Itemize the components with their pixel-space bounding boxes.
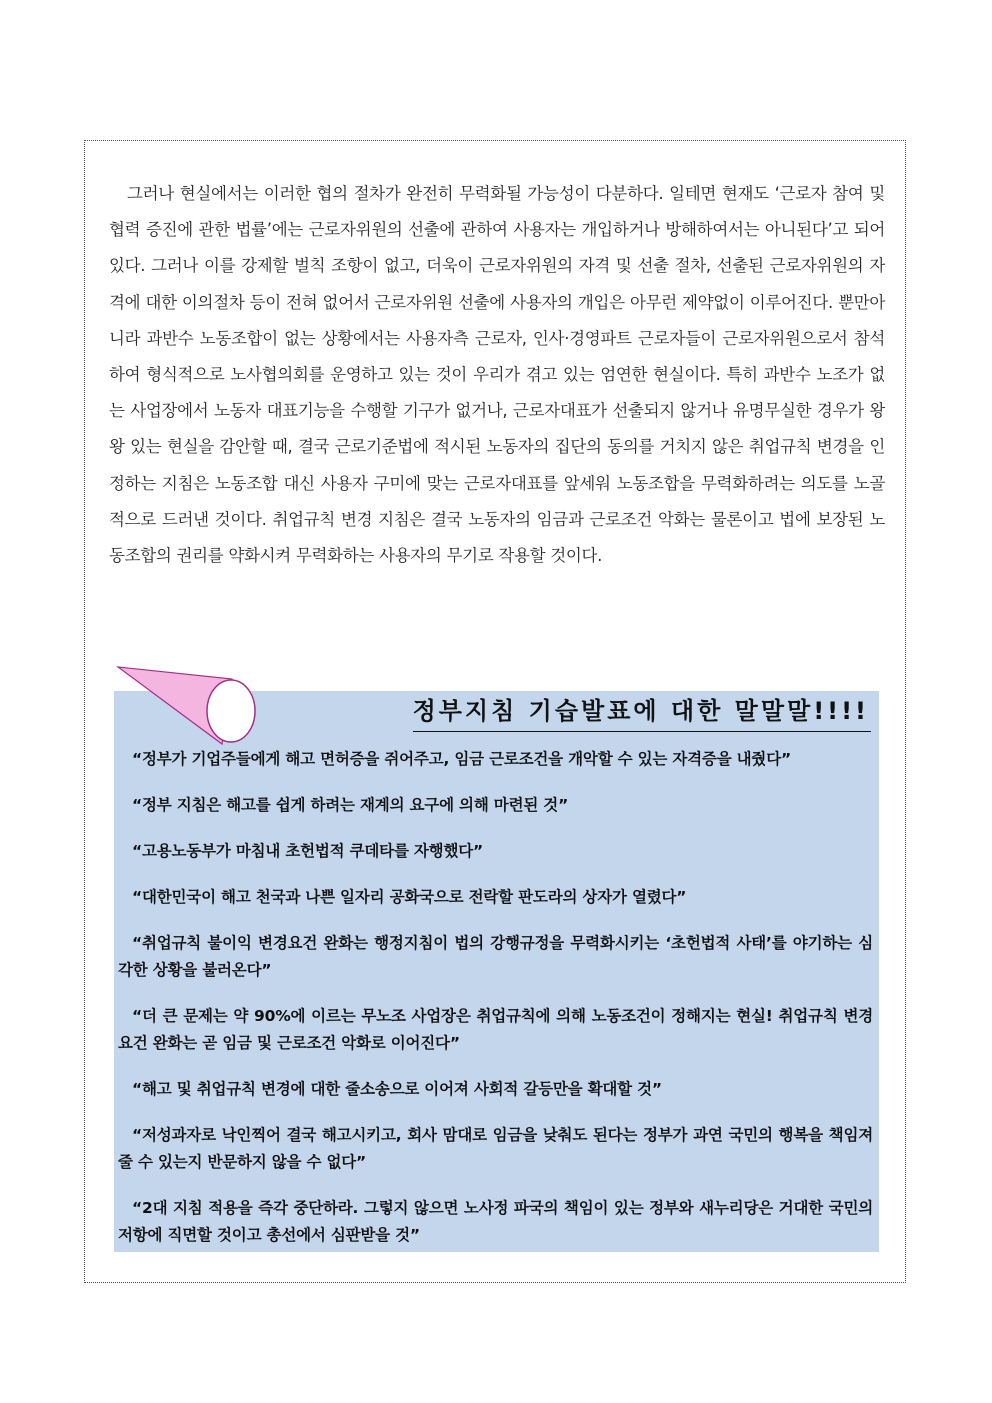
quote-item: “고용노동부가 마침내 초헌법적 쿠데타를 자행했다” (132, 842, 483, 860)
quote-item: “해고 및 취업규칙 변경에 대한 줄소송으로 이어져 사회적 갈등만을 확대할 것” (132, 1080, 662, 1098)
quote-item: “정부가 기업주들에게 해고 면허증을 쥐어주고, 임금 근로조건을 개악할 수 있는 자격증을 내줬다” (132, 750, 791, 768)
quote-item: “대한민국이 해고 천국과 나쁜 일자리 공화국으로 전락할 판도라의 상자가 열렸다” (132, 888, 687, 906)
quotes-box-title: 정부지침 기습발표에 대한 말말말!!!! (413, 691, 871, 732)
quote-item: “저성과자로 낙인찍어 결국 해고시키고, 회사 맘대로 임금을 낮춰도 된다는 정부가 과연 국민의 행복을 책임져줄 수 있는지 반문하지 않을 수 없다” (118, 1126, 873, 1171)
quote-item: “더 큰 문제는 약 90%에 이르는 무노조 사업장은 취업규칙에 의해 노동조건이 정해지는 현실! 취업규칙 변경요건 완화는 곧 임금 및 근로조건 악화로 이어진다” (118, 1007, 873, 1052)
megaphone-icon (114, 660, 264, 746)
quotes-box (114, 691, 879, 1252)
body-paragraph: 그러나 현실에서는 이러한 협의 절차가 완전히 무력화될 가능성이 다분하다. 일테면 현재도 ‘근로자 참여 및 협력 증진에 관한 법률’에는 근로자위원의 선출에 관하여 사용자는 개입하거나 방해하여서는 아니된다’고 되어 있다. 그러나 이를 강제할 벌칙 조항이 없고, 더욱이 근로자위원의 자격 및 선출 절차, 선출된 근로자위원의 자격에 대한 이의절차 등이 전혀 없어서 근로자위원 선출에 사용자의 개입은 아무런 제약없이 이루어진다. 뿐만아니라 과반수 노동조합이 없는 상황에서는 사용자측 근로자, 인사·경영파트 근로자들이 근로자위원으로서 참석하여 형식적으로 노사협의회를 운영하고 있는 것이 우리가 겪고 있는 엄연한 현실이다. 특히 과반수 노조가 없는 사업장에서 노동자 대표기능을 수행할 기구가 없거나, 근로자대표가 선출되지 않거나 유명무실한 경우가 왕왕 있는 현실을 감안할 때, 결국 근로기준법에 적시된 노동자의 집단의 동의를 거치지 않은 취업규칙 변경을 인정하는 지침은 노동조합 대신 사용자 구미에 맞는 근로자대표를 앞세워 노동조합을 무력화하려는 의도를 노골적으로 드러낸 것이다. 취업규칙 변경 지침은 결국 노동자의 임금과 근로조건 악화는 물론이고 법에 보장된 노동조합의 권리를 약화시켜 무력화하는 사용자의 무기로 작용할 것이다. (109, 184, 885, 566)
quote-item: “2대 지침 적용을 즉각 중단하라. 그렇지 않으면 노사정 파국의 책임이 있는 정부와 새누리당은 거대한 국민의 저항에 직면할 것이고 총선에서 심판받을 것” (118, 1199, 873, 1244)
quote-item: “정부 지침은 해고를 쉽게 하려는 재계의 요구에 의해 마련된 것” (132, 796, 569, 814)
quote-item: “취업규칙 불이익 변경요건 완화는 행정지침이 법의 강행규정을 무력화시키는 ‘초헌법적 사태’를 야기하는 심각한 상황을 불러온다” (118, 934, 873, 979)
quotes-list (118, 746, 873, 1268)
